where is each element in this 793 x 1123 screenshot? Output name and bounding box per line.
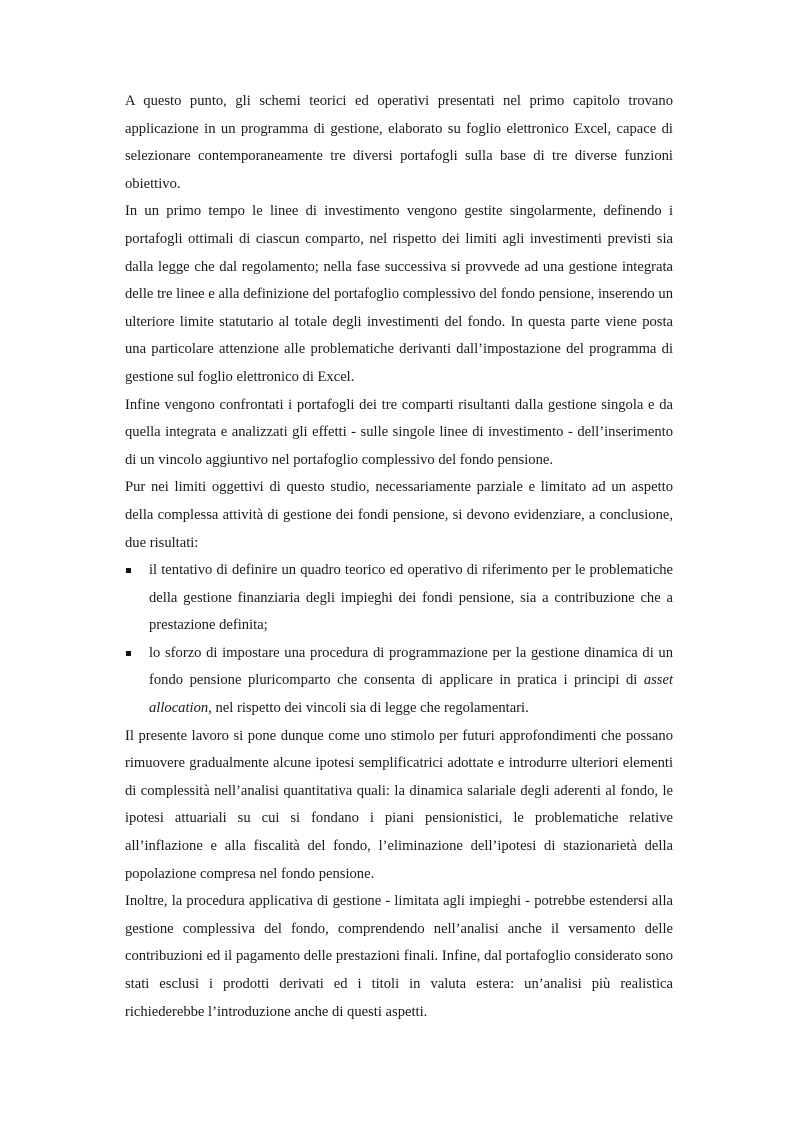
results-bullet-list <box>125 557 673 723</box>
bullet-item-italic-term: asset allocation <box>149 672 673 717</box>
paragraph-risultati: Pur nei limiti oggettivi di questo studio, necessariamente parziale e limitato ad un aspetto della complessa attività di gestione dei fondi pensione, si devono evidenziare, a conclusione, due risultati: <box>125 479 673 551</box>
bullet-item-text-start: lo sforzo di impostare una procedura di programmazione per la gestione dinamica di un fondo pensione pluricomparto che consenta di applicare in pratica i principi di <box>149 644 673 689</box>
document-page <box>125 88 673 1026</box>
square-bullet-icon <box>126 568 131 573</box>
bullet-item <box>125 557 673 640</box>
paragraph-approfondimenti: Il presente lavoro si pone dunque come uno stimolo per futuri approfondimenti che possano rimuovere gradualmente alcune ipotesi semplificatrici adottate e introdurre ulteriori elementi di complessità nell’analisi quantitativa quali: la dinamica salariale degli aderenti al fondo, le ipotesi attuariali su cui si fondano i piani pensionistici, le problematiche relative all’inflazione e alla fiscalità del fondo, l’eliminazione dell’ipotesi di stazionarietà della popolazione compresa nel fondo pensione. <box>125 727 673 882</box>
paragraph-procedura-applicativa: Inoltre, la procedura applicativa di gestione - limitata agli impieghi - potrebbe estendersi alla gestione complessiva del fondo, comprendendo nell’analisi anche il versamento delle contribuzioni ed il pagamento delle prestazioni finali. Infine, dal portafoglio considerato sono stati esclusi i prodotti derivati ed i titoli in valuta estera: un’analisi più realistica richiederebbe l’introduzione anche di questi aspetti. <box>125 893 673 1020</box>
bullet-item <box>125 640 673 723</box>
paragraph-linee-investimento: In un primo tempo le linee di investimento vengono gestite singolarmente, definendo i portafogli ottimali di ciascun comparto, nel rispetto dei limiti agli investimenti previsti sia dalla legge che dal regolamento; nella fase successiva si provvede ad una gestione integrata delle tre linee e alla definizione del portafoglio complessivo del fondo pensione, inserendo un ulteriore limite statutario al totale degli investimenti del fondo. In questa parte viene posta una particolare attenzione alle problematiche derivanti dall’impostazione del programma di gestione sul foglio elettronico di Excel. <box>125 203 673 385</box>
paragraph-confronto-portafogli: Infine vengono confrontati i portafogli dei tre comparti risultanti dalla gestione singola e da quella integrata e analizzati gli effetti - sulle singole linee di investimento - dell’inserimento di un vincolo aggiuntivo nel portafoglio complessivo del fondo pensione. <box>125 396 673 468</box>
bullet-item-text: il tentativo di definire un quadro teorico ed operativo di riferimento per le problematiche della gestione finanziaria degli impieghi dei fondi pensione, sia a contribuzione che a prestazione definita; <box>149 562 673 634</box>
paragraph-intro: A questo punto, gli schemi teorici ed operativi presentati nel primo capitolo trovano applicazione in un programma di gestione, elaborato su foglio elettronico Excel, capace di selezionare contemporaneamente tre diversi portafogli sulla base di tre diverse funzioni obiettivo. <box>125 93 673 192</box>
bullet-item-text-end: , nel rispetto dei vincoli sia di legge che regolamentari. <box>208 700 529 717</box>
square-bullet-icon <box>126 651 131 656</box>
